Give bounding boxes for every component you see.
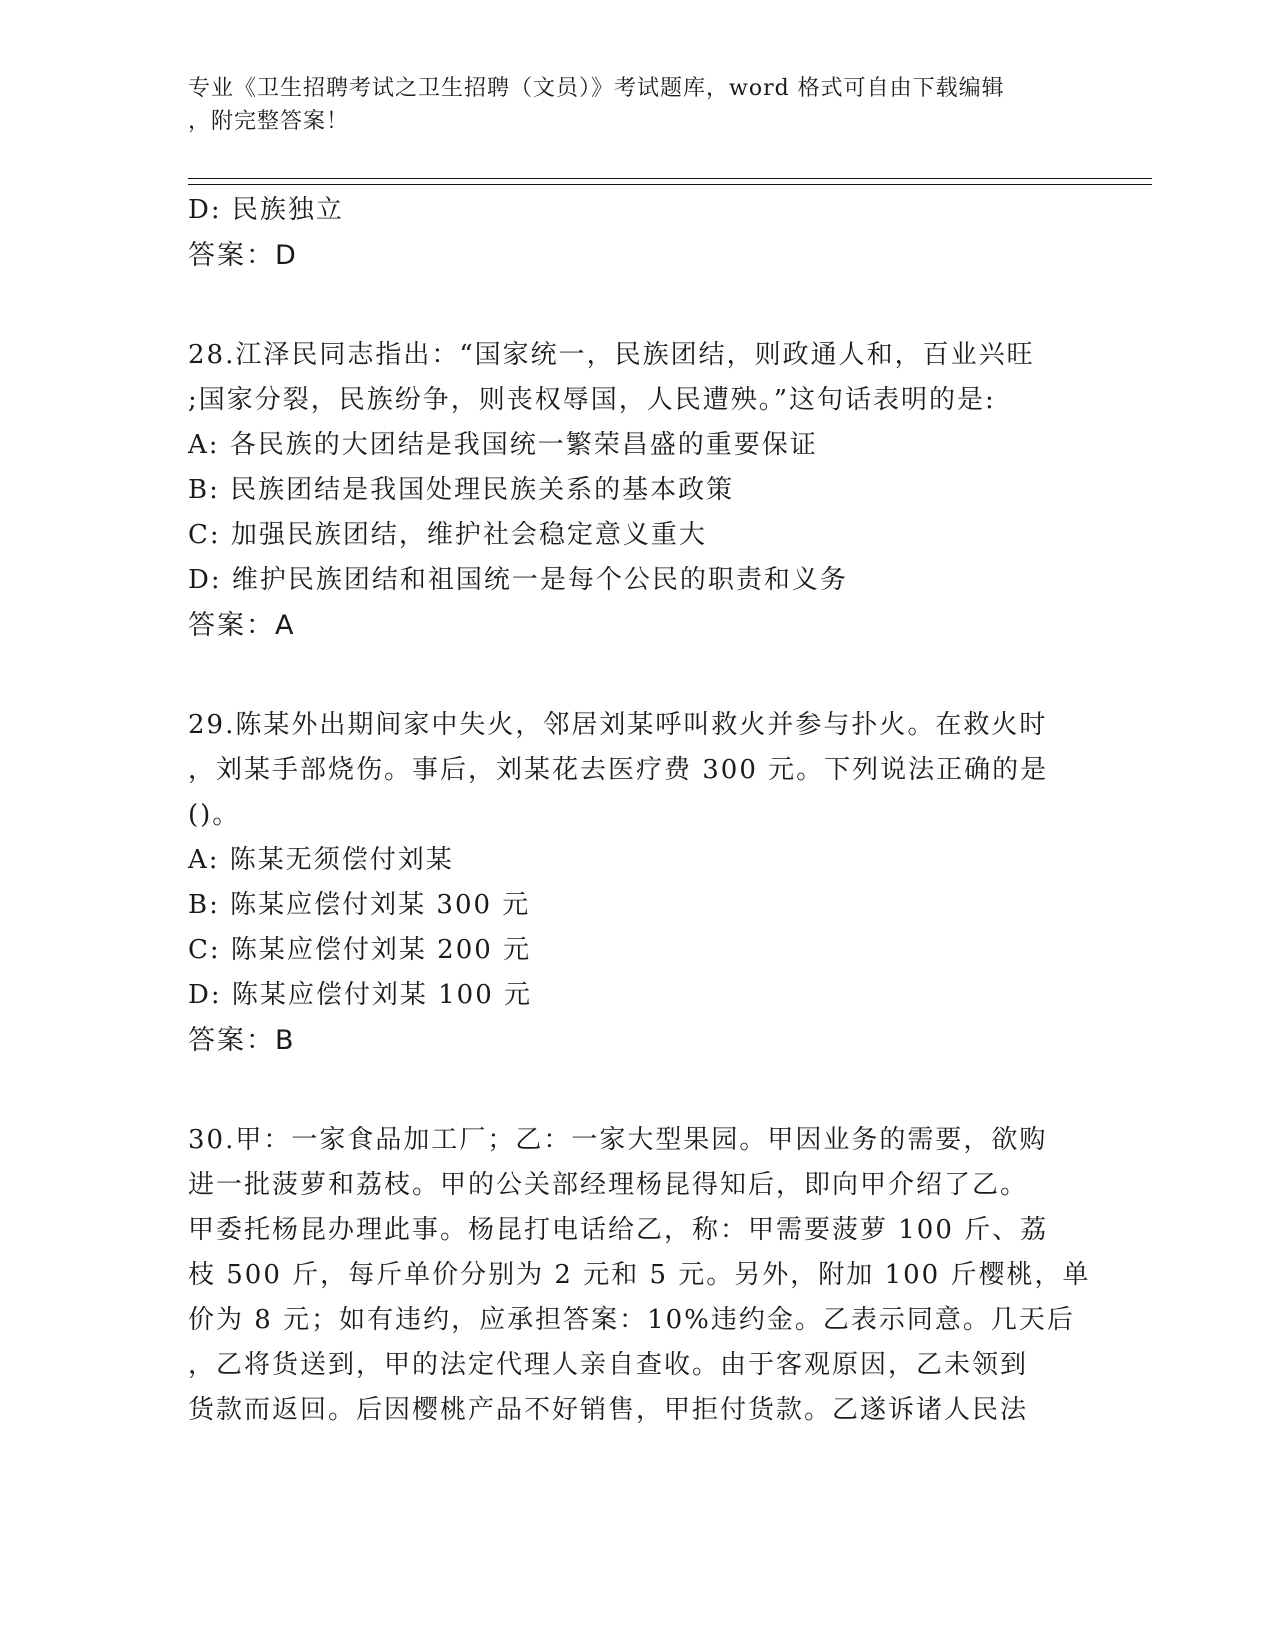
header-title-line-2: ，附完整答案！ xyxy=(188,109,350,134)
option-b: B: 陈某应偿付刘某 300 元 xyxy=(188,890,531,920)
option-a: A: 各民族的大团结是我国统一繁荣昌盛的重要保证 xyxy=(188,430,818,460)
question-stem-line: 30.甲：一家食品加工厂；乙：一家大型果园。甲因业务的需要，欲购 xyxy=(188,1125,1048,1155)
question-stem-line: ;国家分裂，民族纷争，则丧权辱国，人民遭殃。”这句话表明的是: xyxy=(188,385,996,415)
question-30 xyxy=(188,1118,1091,1433)
header-divider-top xyxy=(188,178,1152,179)
question-29 xyxy=(188,703,1088,1063)
spacer xyxy=(188,648,1088,703)
option-d: D: 民族独立 xyxy=(188,195,344,225)
answer-line: 答案：A xyxy=(188,610,296,641)
option-d: D: 陈某应偿付刘某 100 元 xyxy=(188,980,533,1010)
header-divider-bottom xyxy=(188,184,1152,185)
option-c: C: 加强民族团结，维护社会稳定意义重大 xyxy=(188,520,707,550)
page-header xyxy=(188,72,1088,138)
answer-line: 答案：B xyxy=(188,1025,296,1056)
document-body xyxy=(188,188,1091,1433)
question-stem-line: 价为 8 元；如有违约，应承担答案：10%违约金。乙表示同意。几天后 xyxy=(188,1305,1075,1335)
question-stem-line: 29.陈某外出期间家中失火，邻居刘某呼叫救火并参与扑火。在救火时 xyxy=(188,710,1048,740)
question-stem-line: 进一批菠萝和荔枝。甲的公关部经理杨昆得知后，即向甲介绍了乙。 xyxy=(188,1170,1029,1200)
option-c: C: 陈某应偿付刘某 200 元 xyxy=(188,935,532,965)
question-stem-line: 甲委托杨昆办理此事。杨昆打电话给乙，称：甲需要菠萝 100 斤、荔 xyxy=(188,1215,1049,1245)
question-stem-line: ，刘某手部烧伤。事后，刘某花去医疗费 300 元。下列说法正确的是 xyxy=(188,755,1049,785)
header-title-line-1: 专业《卫生招聘考试之卫生招聘（文员）》考试题库，word 格式可自由下载编辑 xyxy=(188,76,1005,101)
option-d: D: 维护民族团结和祖国统一是每个公民的职责和义务 xyxy=(188,565,848,595)
spacer xyxy=(188,1063,1088,1118)
option-a: A: 陈某无须偿付刘某 xyxy=(188,845,454,875)
answer-line: 答案：D xyxy=(188,240,298,271)
question-stem-line: 28.江泽民同志指出：“国家统一，民族团结，则政通人和，百业兴旺 xyxy=(188,340,1035,370)
question-stem-line: 货款而返回。后因樱桃产品不好销售，甲拒付货款。乙遂诉诸人民法 xyxy=(188,1395,1029,1425)
question-stem-line: ()。 xyxy=(188,800,241,830)
question-stem-line: 枝 500 斤，每斤单价分别为 2 元和 5 元。另外，附加 100 斤樱桃，单 xyxy=(188,1260,1091,1290)
spacer xyxy=(188,278,1088,333)
question-28 xyxy=(188,333,1088,648)
option-b: B: 民族团结是我国处理民族关系的基本政策 xyxy=(188,475,735,505)
question-stem-line: ，乙将货送到，甲的法定代理人亲自查收。由于客观原因，乙未领到 xyxy=(188,1350,1029,1380)
